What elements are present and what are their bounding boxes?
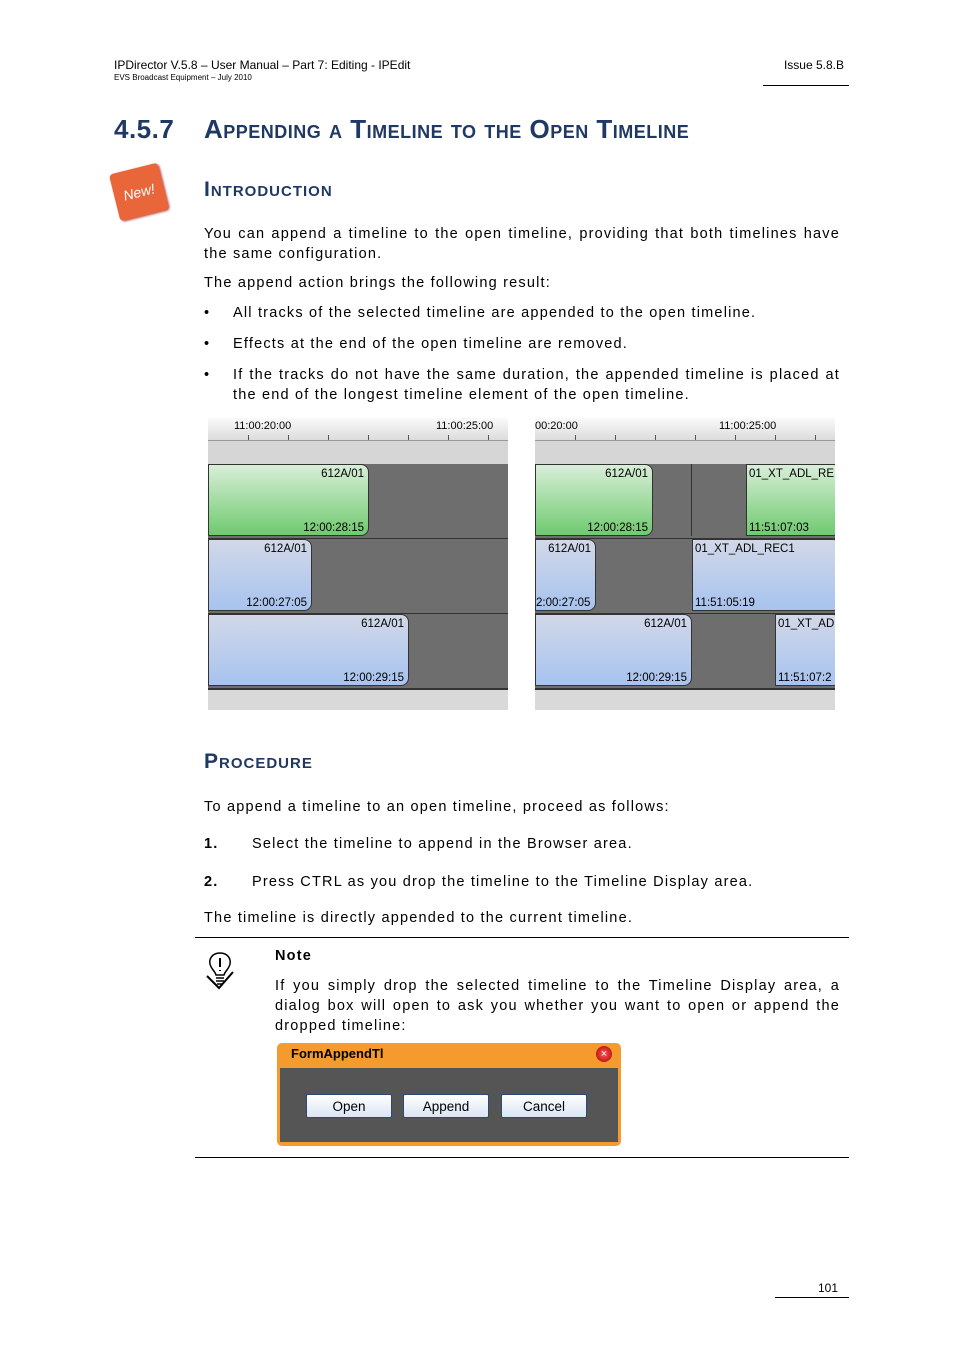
procedure-heading: Procedure (204, 750, 313, 773)
timeline-before-screenshot (208, 418, 508, 710)
intro-paragraph-2: The append action brings the following result: (204, 275, 551, 291)
note-bottom-rule (195, 1157, 849, 1158)
timeline-clip[interactable]: 612A/01 2:00:27:05 (535, 539, 596, 611)
timeline-clip[interactable]: 612A/01 12:00:29:15 (535, 614, 692, 686)
timeline-ruler: 00:20:00 11:00:25:00 (535, 418, 835, 441)
header-title: IPDirector V.5.8 – User Manual – Part 7: Editing - IPEdit (114, 58, 411, 72)
section-number: 4.5.7 (114, 114, 175, 144)
timeline-clip[interactable]: 612A/01 12:00:28:15 (208, 464, 369, 536)
header-issue: Issue 5.8.B (783, 58, 844, 72)
section-title: Appending a Timeline to the Open Timeline (204, 114, 690, 144)
audio-track (208, 614, 508, 690)
timeline-clip[interactable]: 01_XT_ADL_REC1 11:51:05:19 (692, 539, 835, 611)
note-title: Note (275, 948, 313, 964)
timeline-clip[interactable]: 612A/01 12:00:28:15 (535, 464, 653, 536)
video-track (535, 464, 835, 540)
video-track (208, 464, 508, 540)
audio-track (535, 539, 835, 615)
header-subtitle: EVS Broadcast Equipment – July 2010 (114, 73, 252, 82)
timeline-clip[interactable]: 612A/01 12:00:27:05 (208, 539, 312, 611)
append-button[interactable]: Append (403, 1094, 489, 1118)
note-top-rule (195, 937, 849, 938)
note-text: If you simply drop the selected timeline to the Timeline Display area, a dialog box will open to ask you whether you want to open or append the dropped timeline: (275, 978, 840, 1034)
note-lightbulb-icon (205, 950, 235, 990)
audio-track (535, 614, 835, 690)
open-button[interactable]: Open (306, 1094, 392, 1118)
procedure-intro: To append a timeline to an open timeline, proceed as follows: (204, 799, 670, 815)
timeline-after-screenshot (535, 418, 835, 710)
audio-track (208, 539, 508, 615)
intro-paragraph-1: You can append a timeline to the open timeline, providing that both timelines have the same configuration. (204, 226, 840, 262)
timeline-clip[interactable]: 612A/01 12:00:29:15 (208, 614, 409, 686)
footer-rule (775, 1297, 849, 1298)
procedure-result: The timeline is directly appended to the current timeline. (204, 910, 634, 926)
header-rule (763, 85, 849, 86)
timeline-clip[interactable]: 01_XT_AD 11:51:07:2 (775, 614, 835, 686)
timeline-ruler: 11:00:20:00 11:00:25:00 (208, 418, 508, 441)
page-number: 101 (818, 1281, 839, 1295)
form-append-dialog (277, 1043, 621, 1146)
intro-heading: Introduction (204, 178, 333, 201)
dialog-title: FormAppendTl (291, 1046, 384, 1061)
close-icon[interactable]: × (596, 1046, 612, 1062)
timeline-clip[interactable]: 01_XT_ADL_RE 11:51:07:03 (746, 464, 835, 536)
new-badge-icon: New! (109, 163, 169, 222)
cancel-button[interactable]: Cancel (501, 1094, 587, 1118)
section-heading (114, 114, 689, 145)
